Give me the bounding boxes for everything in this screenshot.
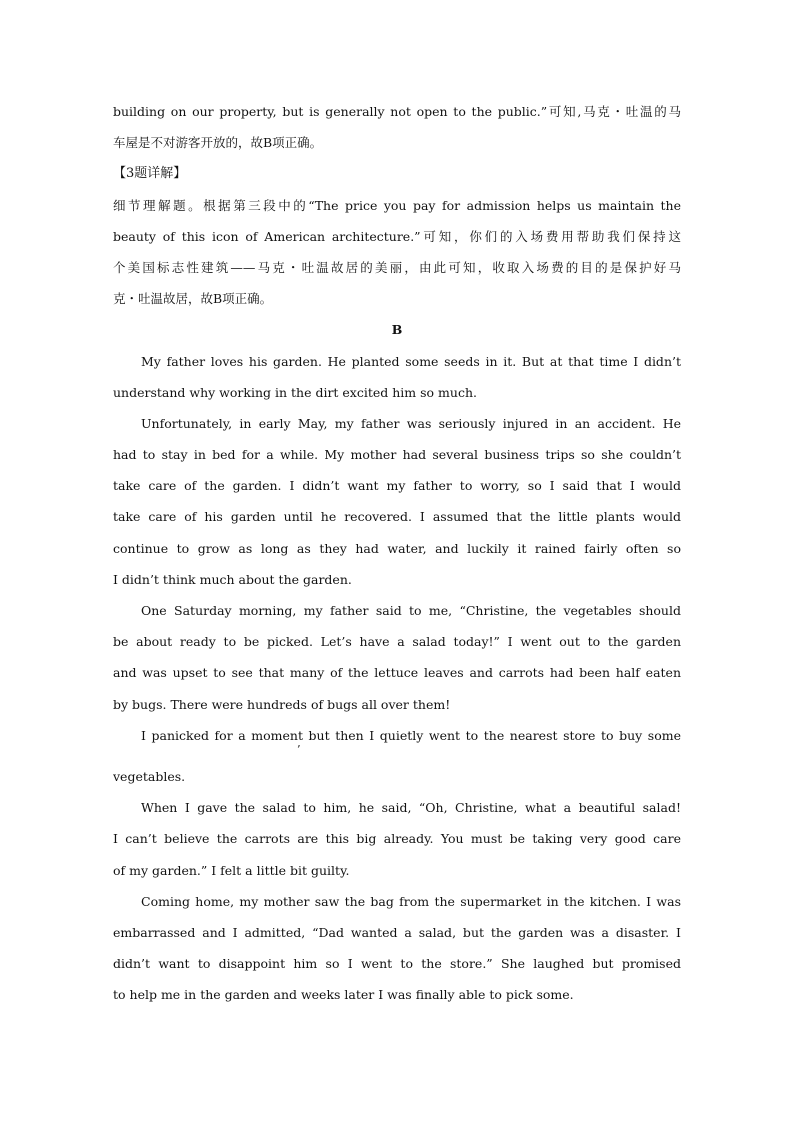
q3-line-2: beauty of this icon of American architecture.”可知，你们的入场费用帮助我们保持这 [113, 228, 681, 244]
q3-line-4: 克・吐温故居，故B项正确。 [113, 291, 273, 307]
p4-stray-mark [113, 742, 681, 761]
p3-line-2: be about ready to be picked. Let’s have a salad today!” I went out to the garden [113, 634, 681, 650]
q3-heading: 【3题详解】 [113, 166, 187, 182]
prev-answer-line-2: 车屋是不对游客开放的，故B项正确。 [113, 135, 323, 151]
p2-line-6: I didn’t think much about the garden. [113, 571, 352, 587]
document-page [113, 96, 681, 1010]
p2-line-5: continue to grow as long as they had water, and luckily it rained fairly often so [113, 540, 681, 556]
p3-line-3: and was upset to see that many of the lettuce leaves and carrots had been half eaten [113, 665, 681, 681]
p2-line-1: Unfortunately, in early May, my father was seriously injured in an accident. He [141, 415, 681, 431]
passage-title: B [391, 322, 403, 338]
p2-line-3: take care of the garden. I didn’t want my father to worry, so I said that I would [113, 478, 681, 494]
p1-line-2: understand why working in the dirt excited him so much. [113, 384, 477, 400]
p3-line-1: One Saturday morning, my father said to me, “Christine, the vegetables should [141, 603, 681, 618]
p4-line-1: I panicked for a moment but then I quietly went to the nearest store to buy some [141, 727, 681, 743]
p2-line-2: had to stay in bed for a while. My mother had several business trips so she couldn’t [113, 447, 681, 463]
p3-line-4: by bugs. There were hundreds of bugs all over them! [113, 696, 451, 712]
q3-line-3: 个美国标志性建筑——马克・吐温故居的美丽，由此可知，收取入场费的目的是保护好马 [113, 259, 681, 275]
p6-line-4: to help me in the garden and weeks later I was finally able to pick some. [113, 987, 574, 1003]
p2-line-4: take care of his garden until he recovered. I assumed that the little plants would [113, 509, 681, 525]
stray-apostrophe: ’ [297, 742, 301, 756]
p5-line-3: of my garden.” I felt a little bit guilty. [113, 862, 350, 878]
p1-line-1: My father loves his garden. He planted some seeds in it. But at that time I didn’t [141, 353, 681, 369]
p6-line-1: Coming home, my mother saw the bag from the supermarket in the kitchen. I was [141, 893, 681, 909]
prev-answer-line-1: building on our property, but is generally not open to the public.”可知,马克・吐温的马 [113, 104, 681, 119]
p5-line-2: I can’t believe the carrots are this big already. You must be taking very good care [113, 831, 681, 847]
p6-line-3: didn’t want to disappoint him so I went to the store.” She laughed but promised [113, 956, 681, 972]
p5-line-1: When I gave the salad to him, he said, “Oh, Christine, what a beautiful salad! [141, 800, 681, 816]
p6-line-2: embarrassed and I admitted, “Dad wanted a salad, but the garden was a disaster. I [113, 924, 681, 940]
p4-line-2: vegetables. [113, 768, 186, 784]
q3-line-1: 细节理解题。根据第三段中的“The price you pay for admission helps us maintain the [113, 197, 681, 213]
